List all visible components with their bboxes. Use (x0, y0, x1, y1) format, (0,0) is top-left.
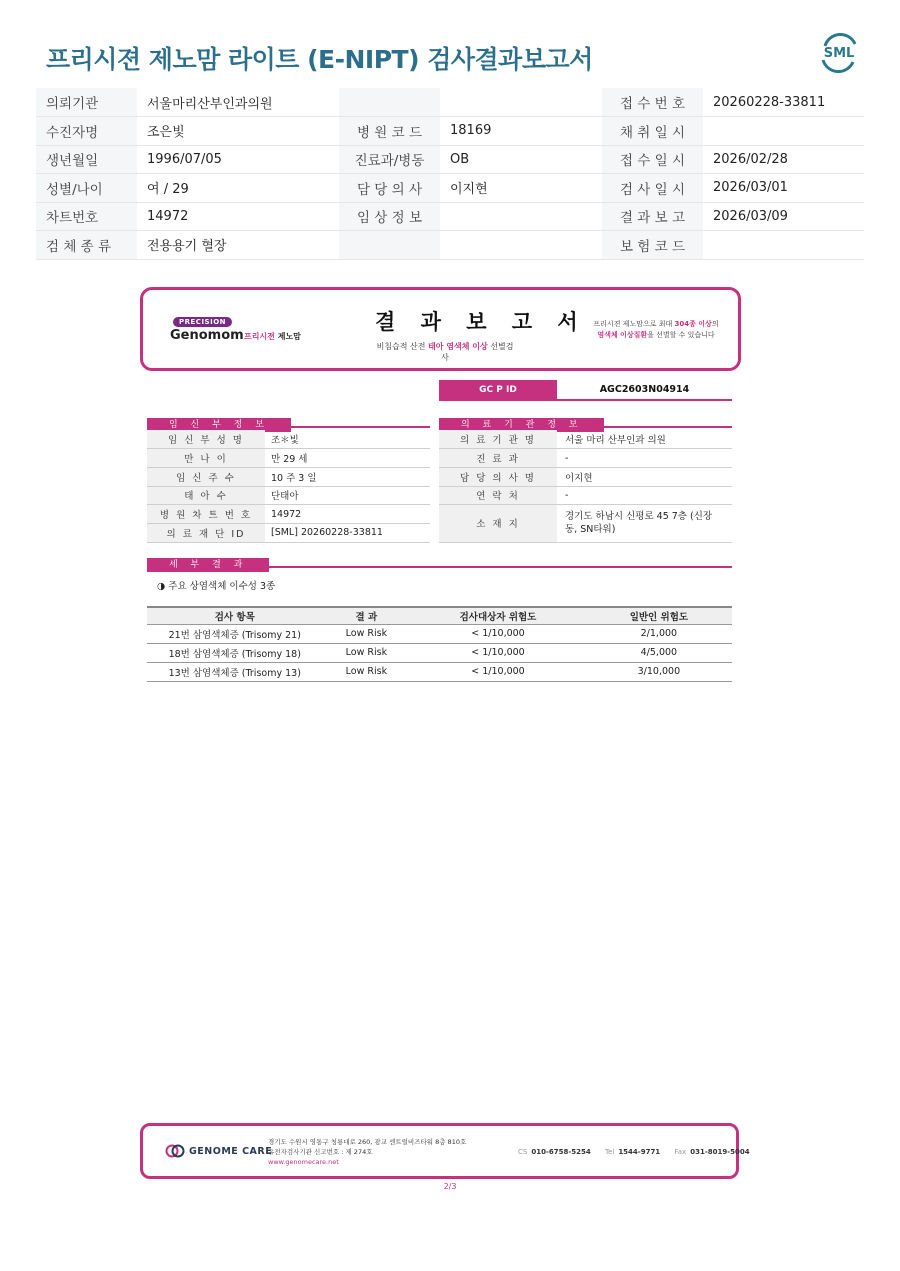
info-value: 조은빛 (137, 117, 339, 146)
info-label: 성별/나이 (36, 174, 137, 203)
sml-logo (817, 30, 861, 74)
info-value (440, 88, 602, 117)
pregnancy-row (147, 505, 430, 524)
institution-row (439, 467, 732, 486)
result-report-title: 결 과 보 고 서 (375, 310, 587, 334)
results-cell: 13번 삼염색체증 (Trisomy 13) (147, 662, 323, 681)
institution-key: 연 락 처 (439, 486, 557, 505)
institution-value: - (557, 486, 732, 505)
gc-pid-bar (439, 380, 732, 401)
page-number: 2/3 (443, 1182, 457, 1191)
results-column-header: 결 과 (323, 607, 411, 624)
info-label (339, 231, 440, 260)
info-value: 1996/07/05 (137, 145, 339, 174)
info-value (440, 231, 602, 260)
institution-row (439, 486, 732, 505)
info-label: 의뢰기관 (36, 88, 137, 117)
results-cell: Low Risk (323, 643, 411, 662)
institution-key: 소 재 지 (439, 505, 557, 542)
institution-row (439, 449, 732, 468)
info-label: 수진자명 (36, 117, 137, 146)
institution-value: - (557, 449, 732, 468)
info-value: 2026/03/09 (703, 202, 864, 231)
institution-row (439, 505, 732, 542)
pregnancy-value: 14972 (265, 505, 430, 524)
results-cell: < 1/10,000 (410, 624, 586, 643)
footer-contacts: CS 010-6758-5254 Tel 1544-9771 Fax 031-8019-5004 (518, 1148, 750, 1156)
pregnancy-key: 병 원 차 트 번 호 (147, 505, 265, 524)
info-value (703, 231, 864, 260)
info-value: OB (440, 145, 602, 174)
info-label: 임 상 정 보 (339, 202, 440, 231)
report-subtitle: 비침습적 산전 태아 염색체 이상 선별검사 (376, 342, 514, 362)
pregnancy-key: 의 료 재 단 ID (147, 523, 265, 542)
info-label: 검 체 종 류 (36, 231, 137, 260)
pregnancy-key: 임 신 주 수 (147, 467, 265, 486)
pregnancy-section-header: 임 신 부 정 보 (147, 412, 430, 428)
pregnancy-row (147, 486, 430, 505)
info-row (36, 145, 864, 174)
results-column-header: 검사대상자 위험도 (410, 607, 586, 624)
institution-key: 진 료 과 (439, 449, 557, 468)
results-column-header: 일반인 위험도 (586, 607, 732, 624)
institution-key: 의 료 기 관 명 (439, 430, 557, 449)
info-label: 담 당 의 사 (339, 174, 440, 203)
genomom-brand: Genomom (170, 328, 244, 343)
pregnancy-row (147, 430, 430, 449)
results-cell: 3/10,000 (586, 662, 732, 681)
info-row (36, 117, 864, 146)
pregnancy-value: 만 29 세 (265, 449, 430, 468)
institution-section-header: 의 료 기 관 정 보 (439, 412, 732, 428)
institution-info-table (439, 430, 732, 543)
results-cell: 18번 삼염색체증 (Trisomy 18) (147, 643, 323, 662)
pregnancy-value: [SML] 20260228-33811 (265, 523, 430, 542)
info-label: 보 험 코 드 (602, 231, 703, 260)
pregnancy-key: 만 나 이 (147, 449, 265, 468)
info-value: 전용용기 혈장 (137, 231, 339, 260)
institution-value: 이지현 (557, 467, 732, 486)
info-label: 검 사 일 시 (602, 174, 703, 203)
results-column-header: 검사 항목 (147, 607, 323, 624)
results-cell: < 1/10,000 (410, 662, 586, 681)
info-label: 접 수 일 시 (602, 145, 703, 174)
info-row (36, 88, 864, 117)
gc-pid-label: GC P ID (439, 380, 557, 399)
info-label: 채 취 일 시 (602, 117, 703, 146)
info-label: 생년월일 (36, 145, 137, 174)
info-value: 서울마리산부인과의원 (137, 88, 339, 117)
results-cell: 21번 삼염색체증 (Trisomy 21) (147, 624, 323, 643)
info-row (36, 231, 864, 260)
footer-url[interactable]: www.genomecare.net (268, 1158, 339, 1166)
info-label: 결 과 보 고 (602, 202, 703, 231)
info-value: 14972 (137, 202, 339, 231)
pregnancy-value: 조＊빛 (265, 430, 430, 449)
pregnancy-info-table (147, 430, 430, 543)
institution-key: 담 당 의 사 명 (439, 467, 557, 486)
results-cell: 4/5,000 (586, 643, 732, 662)
company-name: GENOME CARE (189, 1145, 273, 1157)
pregnancy-value: 단태아 (265, 486, 430, 505)
report-header-card (140, 287, 741, 371)
info-value (440, 202, 602, 231)
results-row (147, 643, 732, 662)
footer-box (140, 1123, 750, 1179)
footer-address: 경기도 수원시 영통구 청룡대로 260, 광교 센트럴비즈타워 8층 810호 유전자검사기관 신고번호 : 제 274호 www.genomecare.net (268, 1138, 467, 1166)
results-cell: Low Risk (323, 662, 411, 681)
results-table (147, 606, 732, 682)
results-cell: Low Risk (323, 624, 411, 643)
pregnancy-value: 10 주 3 일 (265, 467, 430, 486)
info-value: 18169 (440, 117, 602, 146)
pregnancy-row (147, 523, 430, 542)
report-title: 프리시젼 제노맘 라이트 (E-NIPT) 검사결과보고서 (46, 45, 593, 74)
patient-info-table (36, 88, 864, 260)
info-value: 2026/02/28 (703, 145, 864, 174)
info-label: 차트번호 (36, 202, 137, 231)
gc-pid-value: AGC2603N04914 (599, 384, 690, 395)
info-label: 병 원 코 드 (339, 117, 440, 146)
detail-section-header: 세 부 결 과 (147, 552, 732, 568)
pregnancy-key: 임 신 부 성 명 (147, 430, 265, 449)
institution-row (439, 430, 732, 449)
pregnancy-key: 태 아 수 (147, 486, 265, 505)
logo-text: SML (823, 46, 855, 61)
info-label (339, 88, 440, 117)
institution-value: 경기도 하남시 신평로 45 7층 (신장동, SN타워) (557, 505, 732, 542)
genome-care-logo (165, 1144, 272, 1158)
pregnancy-row (147, 449, 430, 468)
info-label: 접 수 번 호 (602, 88, 703, 117)
info-row (36, 202, 864, 231)
brand-subtitle: 프리시젼 제노맘 (244, 332, 301, 341)
info-value (703, 117, 864, 146)
info-value: 2026/03/01 (703, 174, 864, 203)
report-note: 프리시젼 제노맘으로 최대 304종 이상의 염색체 이상질환을 선별할 수 있습니다 (593, 320, 719, 339)
info-value: 여 / 29 (137, 174, 339, 203)
institution-value: 서울 마리 산부인과 의원 (557, 430, 732, 449)
info-row (36, 174, 864, 203)
detail-note: ◑ 주요 상염색체 이수성 3종 (157, 581, 276, 592)
precision-badge: PRECISION (173, 317, 232, 327)
info-value: 이지현 (440, 174, 602, 203)
pregnancy-row (147, 467, 430, 486)
results-row (147, 662, 732, 681)
genome-care-icon (165, 1144, 185, 1158)
info-label: 진료과/병동 (339, 145, 440, 174)
info-value: 20260228-33811 (703, 88, 864, 117)
results-row (147, 624, 732, 643)
results-cell: 2/1,000 (586, 624, 732, 643)
results-cell: < 1/10,000 (410, 643, 586, 662)
